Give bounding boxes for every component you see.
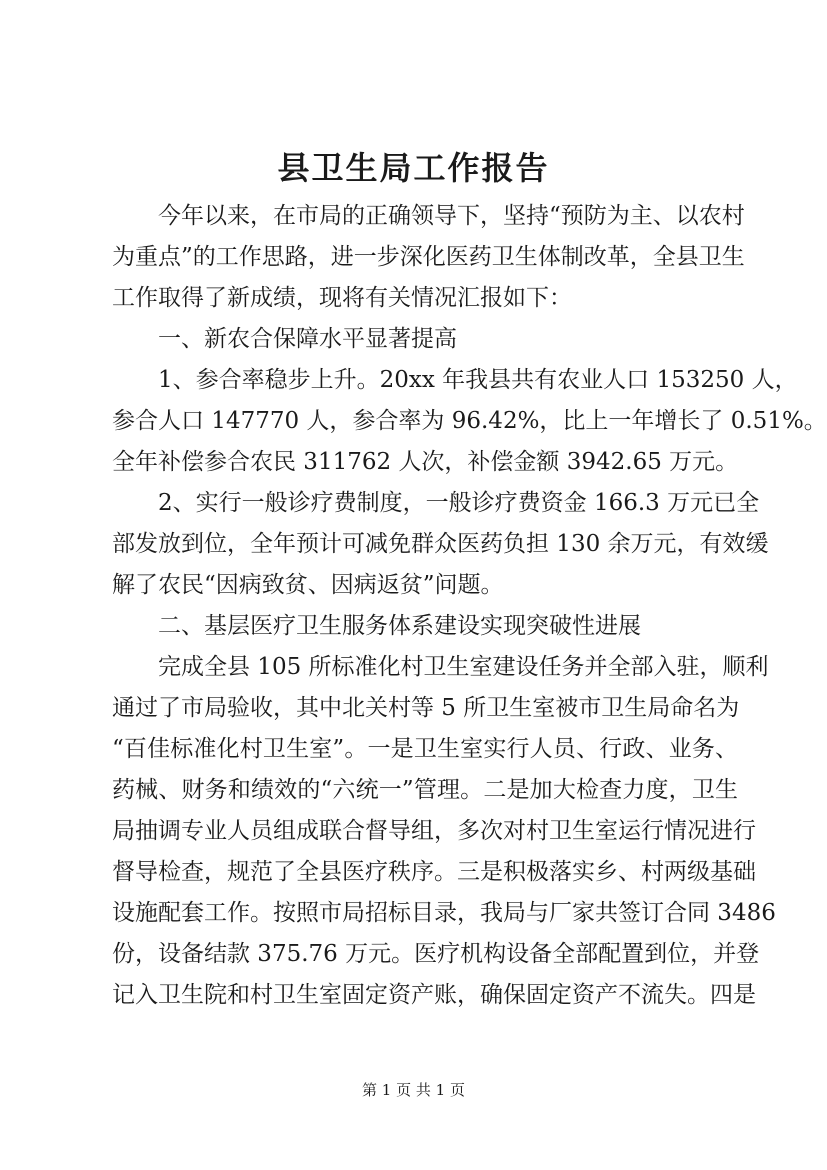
body-line: 药械、财务和绩效的“六统一”管理。二是加大检查力度，卫生 bbox=[112, 777, 738, 803]
body-line: 1、参合率稳步上升。20xx 年我县共有农业人口 153250 人， bbox=[158, 367, 798, 393]
body-line: 份，设备结款 375.76 万元。医疗机构设备全部配置到位，并登 bbox=[112, 941, 760, 967]
section-heading: 一、新农合保障水平显著提高 bbox=[158, 326, 457, 352]
body-line: 督导检查，规范了全县医疗秩序。三是积极落实乡、村两级基础 bbox=[112, 859, 756, 885]
body-line: 解了农民“因病致贫、因病返贫”问题。 bbox=[112, 572, 504, 598]
body-line: 记入卫生院和村卫生室固定资产账，确保固定资产不流失。四是 bbox=[112, 982, 756, 1008]
body-line: “百佳标准化村卫生室”。一是卫生室实行人员、行政、业务、 bbox=[112, 736, 738, 762]
body-line: 完成全县 105 所标准化村卫生室建设任务并全部入驻，顺利 bbox=[158, 654, 769, 680]
document-body bbox=[112, 196, 827, 1016]
body-line: 2、实行一般诊疗费制度，一般诊疗费资金 166.3 万元已全 bbox=[158, 490, 760, 516]
page-footer: 第 1 页 共 1 页 bbox=[362, 1081, 465, 1099]
body-line: 局抽调专业人员组成联合督导组，多次对村卫生室运行情况进行 bbox=[112, 818, 756, 844]
body-line: 全年补偿参合农民 311762 人次，补偿金额 3942.65 万元。 bbox=[112, 449, 739, 475]
body-line: 通过了市局验收，其中北关村等 5 所卫生室被市卫生局命名为 bbox=[112, 695, 740, 721]
section-heading: 二、基层医疗卫生服务体系建设实现突破性进展 bbox=[158, 613, 641, 639]
document-title: 县卫生局工作报告 bbox=[277, 149, 550, 187]
body-line: 设施配套工作。按照市局招标目录，我局与厂家共签订合同 3486 bbox=[112, 900, 776, 926]
body-line: 为重点”的工作思路，进一步深化医药卫生体制改革，全县卫生 bbox=[112, 244, 745, 270]
body-line: 今年以来，在市局的正确领导下，坚持“预防为主、以农村 bbox=[158, 203, 745, 229]
body-line: 参合人口 147770 人，参合率为 96.42%，比上一年增长了 0.51%。 bbox=[112, 408, 827, 434]
body-line: 部发放到位，全年预计可减免群众医药负担 130 余万元，有效缓 bbox=[112, 531, 769, 557]
body-line: 工作取得了新成绩，现将有关情况汇报如下： bbox=[112, 285, 572, 311]
